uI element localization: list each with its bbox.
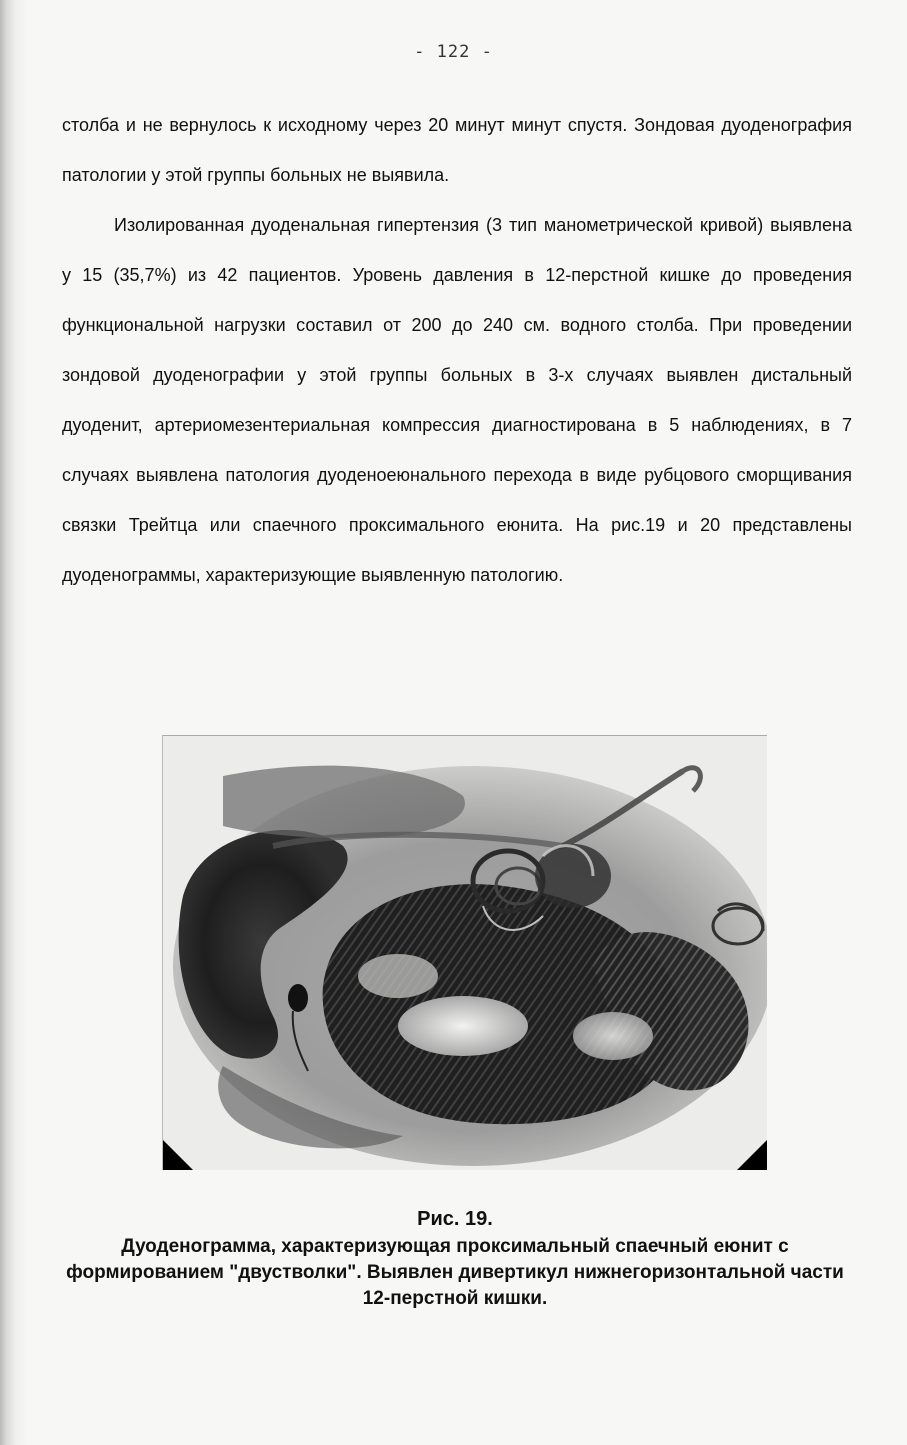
page-number: - 122 - bbox=[414, 42, 493, 62]
body-text bbox=[62, 100, 852, 600]
figure-caption-text: Дуоденограмма, характеризующая проксимальный спаечный еюнит с формированием "двустволки". Выявлен дивертикул нижнегоризонтальной части 12-перстной кишки. bbox=[66, 1236, 844, 1309]
figure-caption bbox=[60, 1206, 850, 1312]
paragraph-1: столба и не вернулось к исходному через 20 минут минут спустя. Зондовая дуоденография патологии у этой группы больных не выявила. bbox=[62, 115, 852, 185]
paragraph-2: Изолированная дуоденальная гипертензия (3 тип манометрической кривой) выявлена у 15 (35,7%) из 42 пациентов. Уровень давления в 12-перстной кишке до проведения функциональной нагрузки составил от 200 до 240 см. водного столба. При проведении зондовой дуоденографии у этой группы больных в 3-х случаях выявлен дистальный дуоденит, артериомезентериальная компрессия диагностирована в 5 наблюдениях, в 7 случаях выявлена патология дуоденоеюнального перехода в виде рубцового сморщивания связки Трейтца или спаечного проксимального еюнита. На рис.19 и 20 представлены дуоденограммы, характеризующие выявленную патологию. bbox=[62, 215, 852, 585]
figure-label: Рис. 19. bbox=[417, 1208, 493, 1230]
xray-illustration bbox=[163, 736, 767, 1170]
duodenogram-image bbox=[162, 735, 767, 1170]
